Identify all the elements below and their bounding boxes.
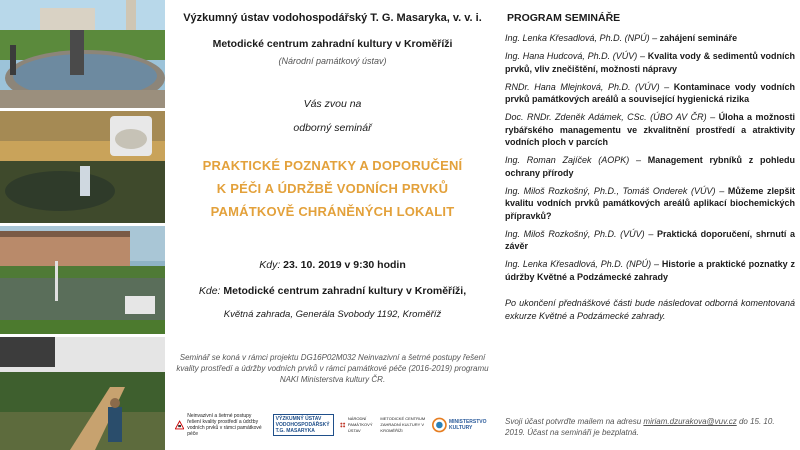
invitation-panel — [170, 0, 495, 450]
npu-logo-text: NÁRODNÍ PAMÁTKOVÝ ÚSTAV — [347, 416, 373, 433]
organizer-name: Výzkumný ústav vodohospodářský T. G. Masaryka, v. v. i. — [183, 12, 482, 24]
program-item — [505, 185, 795, 223]
program-topic: Můžeme zlepšit kvalitu vodních prvků památkových areálů aplikací biochemických přípravků? — [505, 185, 795, 221]
seminar-title-line-1: PRAKTICKÉ POZNATKY A DOPORUČENÍ — [202, 158, 463, 173]
program-speaker: Ing. Miloš Rozkošný, Ph.D. (VÚV) – — [505, 228, 654, 239]
confirm-prefix: Svoji účast potvrďte mailem na adresu — [505, 417, 642, 426]
ministry-logo — [432, 416, 500, 434]
where-label: Kde: — [198, 285, 221, 297]
npu-logo — [340, 416, 374, 434]
ministry-emblem-icon — [432, 416, 447, 434]
project-logo — [175, 413, 267, 437]
seminar-title-line-2: K PÉČI A ÚDRŽBĚ VODNÍCH PRVKŮ — [216, 181, 449, 196]
program-topic: Kontaminace vody vodních prvků památkových areálů a související hygienická rizika — [505, 81, 795, 104]
vuv-logo — [273, 414, 335, 436]
program-item — [505, 258, 795, 283]
photo-fountain-garden — [0, 0, 165, 108]
confirm-suffix: do 15. 10. 2019. Účast na semináři je bezplatná. — [505, 417, 775, 437]
seminar-title-line-3: PAMÁTKOVĚ CHRÁNĚNÝCH LOKALIT — [210, 204, 455, 219]
npu-emblem-icon — [340, 419, 345, 431]
program-item — [505, 228, 795, 253]
program-item — [505, 32, 795, 45]
seminar-date — [170, 259, 495, 271]
program-topic: Kvalita vody & sedimentů vodních prvků, vliv znečištění, možnosti nápravy — [505, 51, 795, 74]
photo-chateau-pond — [0, 226, 165, 334]
seminar-venue — [170, 285, 495, 297]
program-speaker: Ing. Lenka Křesadlová, Ph.D. (NPÚ) – — [505, 33, 658, 43]
program-item — [505, 81, 795, 106]
program-item — [505, 154, 795, 179]
program-list — [505, 32, 795, 283]
partner-logos — [175, 405, 500, 445]
program-title: PROGRAM SEMINÁŘE — [507, 12, 621, 24]
program-topic: Praktická doporučení, shrnutí a závěr — [505, 228, 795, 251]
program-topic: Úloha a možnosti rybářského managementu ve zkvalitnění prostředí a atraktivity vodních ploch v parcích — [505, 112, 795, 147]
photo-canal-worker — [0, 337, 165, 450]
venue-address: Květná zahrada, Generála Svobody 1192, Kroměříž — [223, 309, 442, 320]
mczk-logo-text: METODICKÉ CENTRUM ZAHRADNÍ KULTURY V KROMĚŘÍŽI — [380, 416, 426, 433]
invite-line-2: odborný seminář — [293, 122, 372, 134]
program-speaker: Ing. Lenka Křesadlová, Ph.D. (NPÚ) – — [505, 259, 660, 269]
registration-email-link[interactable]: miriam.dzurakova@vuv.cz — [643, 417, 737, 426]
invite-line-1: Vás zvou na — [303, 98, 362, 110]
project-logo-text: Neinvazivní a šetrné postupy řešení kvality prostředí a údržby vodních prvků v rámci památkové péče — [187, 413, 262, 437]
ministry-logo-text: MINISTERSTVO KULTURY — [449, 419, 487, 431]
co-organizer-sub: (Národní památkový ústav) — [278, 56, 387, 66]
program-speaker: Ing. Roman Zajíček (AOPK) – — [505, 155, 642, 165]
when-label: Kdy: — [259, 259, 281, 271]
program-topic: Historie a praktické poznatky z údržby Květné a Podzámecké zahrady — [505, 259, 795, 282]
excursion-note: Po ukončení přednáškové části bude následovat odborná komentovaná exkurze Květné a Podzámecké zahrady. — [505, 298, 795, 321]
vuv-logo-text: VÝZKUMNÝ ÚSTAV VODOHOSPODÁŘSKÝ T.G. MASARYKA — [273, 414, 335, 436]
program-speaker: Ing. Hana Hudcová, Ph.D. (VÚV) – — [505, 51, 646, 61]
photo-pond-sampling — [0, 111, 165, 223]
program-speaker: Doc. RNDr. Zdeněk Adámek, CSc. (ÚBO AV ČR) – — [505, 112, 716, 122]
program-topic: zahájení semináře — [659, 33, 738, 43]
registration-note — [505, 416, 795, 438]
seminar-title — [170, 154, 495, 223]
photo-column — [0, 0, 165, 450]
program-speaker: Ing. Miloš Rozkošný, Ph.D., Tomáš Onderek (VÚV) – — [505, 185, 725, 196]
co-organizer-name: Metodické centrum zahradní kultury v Kroměříži — [212, 38, 453, 50]
program-speaker: RNDr. Hana Mlejnková, Ph.D. (VÚV) – — [505, 81, 670, 92]
warning-triangle-icon — [175, 413, 184, 437]
program-item — [505, 111, 795, 149]
project-note: Seminář se koná v rámci projektu DG16P02M032 Neinvazivní a šetrné postupy řešení kvality prostředí a údržby vodních prvků v rámci památkové péče (2016-2019) programu NAKI Ministerstva kultury ČR. — [176, 353, 489, 384]
program-panel — [505, 0, 795, 450]
mczk-logo — [380, 416, 426, 434]
program-topic: Management rybníků z pohledu ochrany přírody — [505, 155, 795, 178]
program-item — [505, 50, 795, 75]
where-value: Metodické centrum zahradní kultury v Kroměříži, — [223, 285, 467, 297]
when-value: 23. 10. 2019 v 9:30 hodin — [283, 259, 406, 271]
